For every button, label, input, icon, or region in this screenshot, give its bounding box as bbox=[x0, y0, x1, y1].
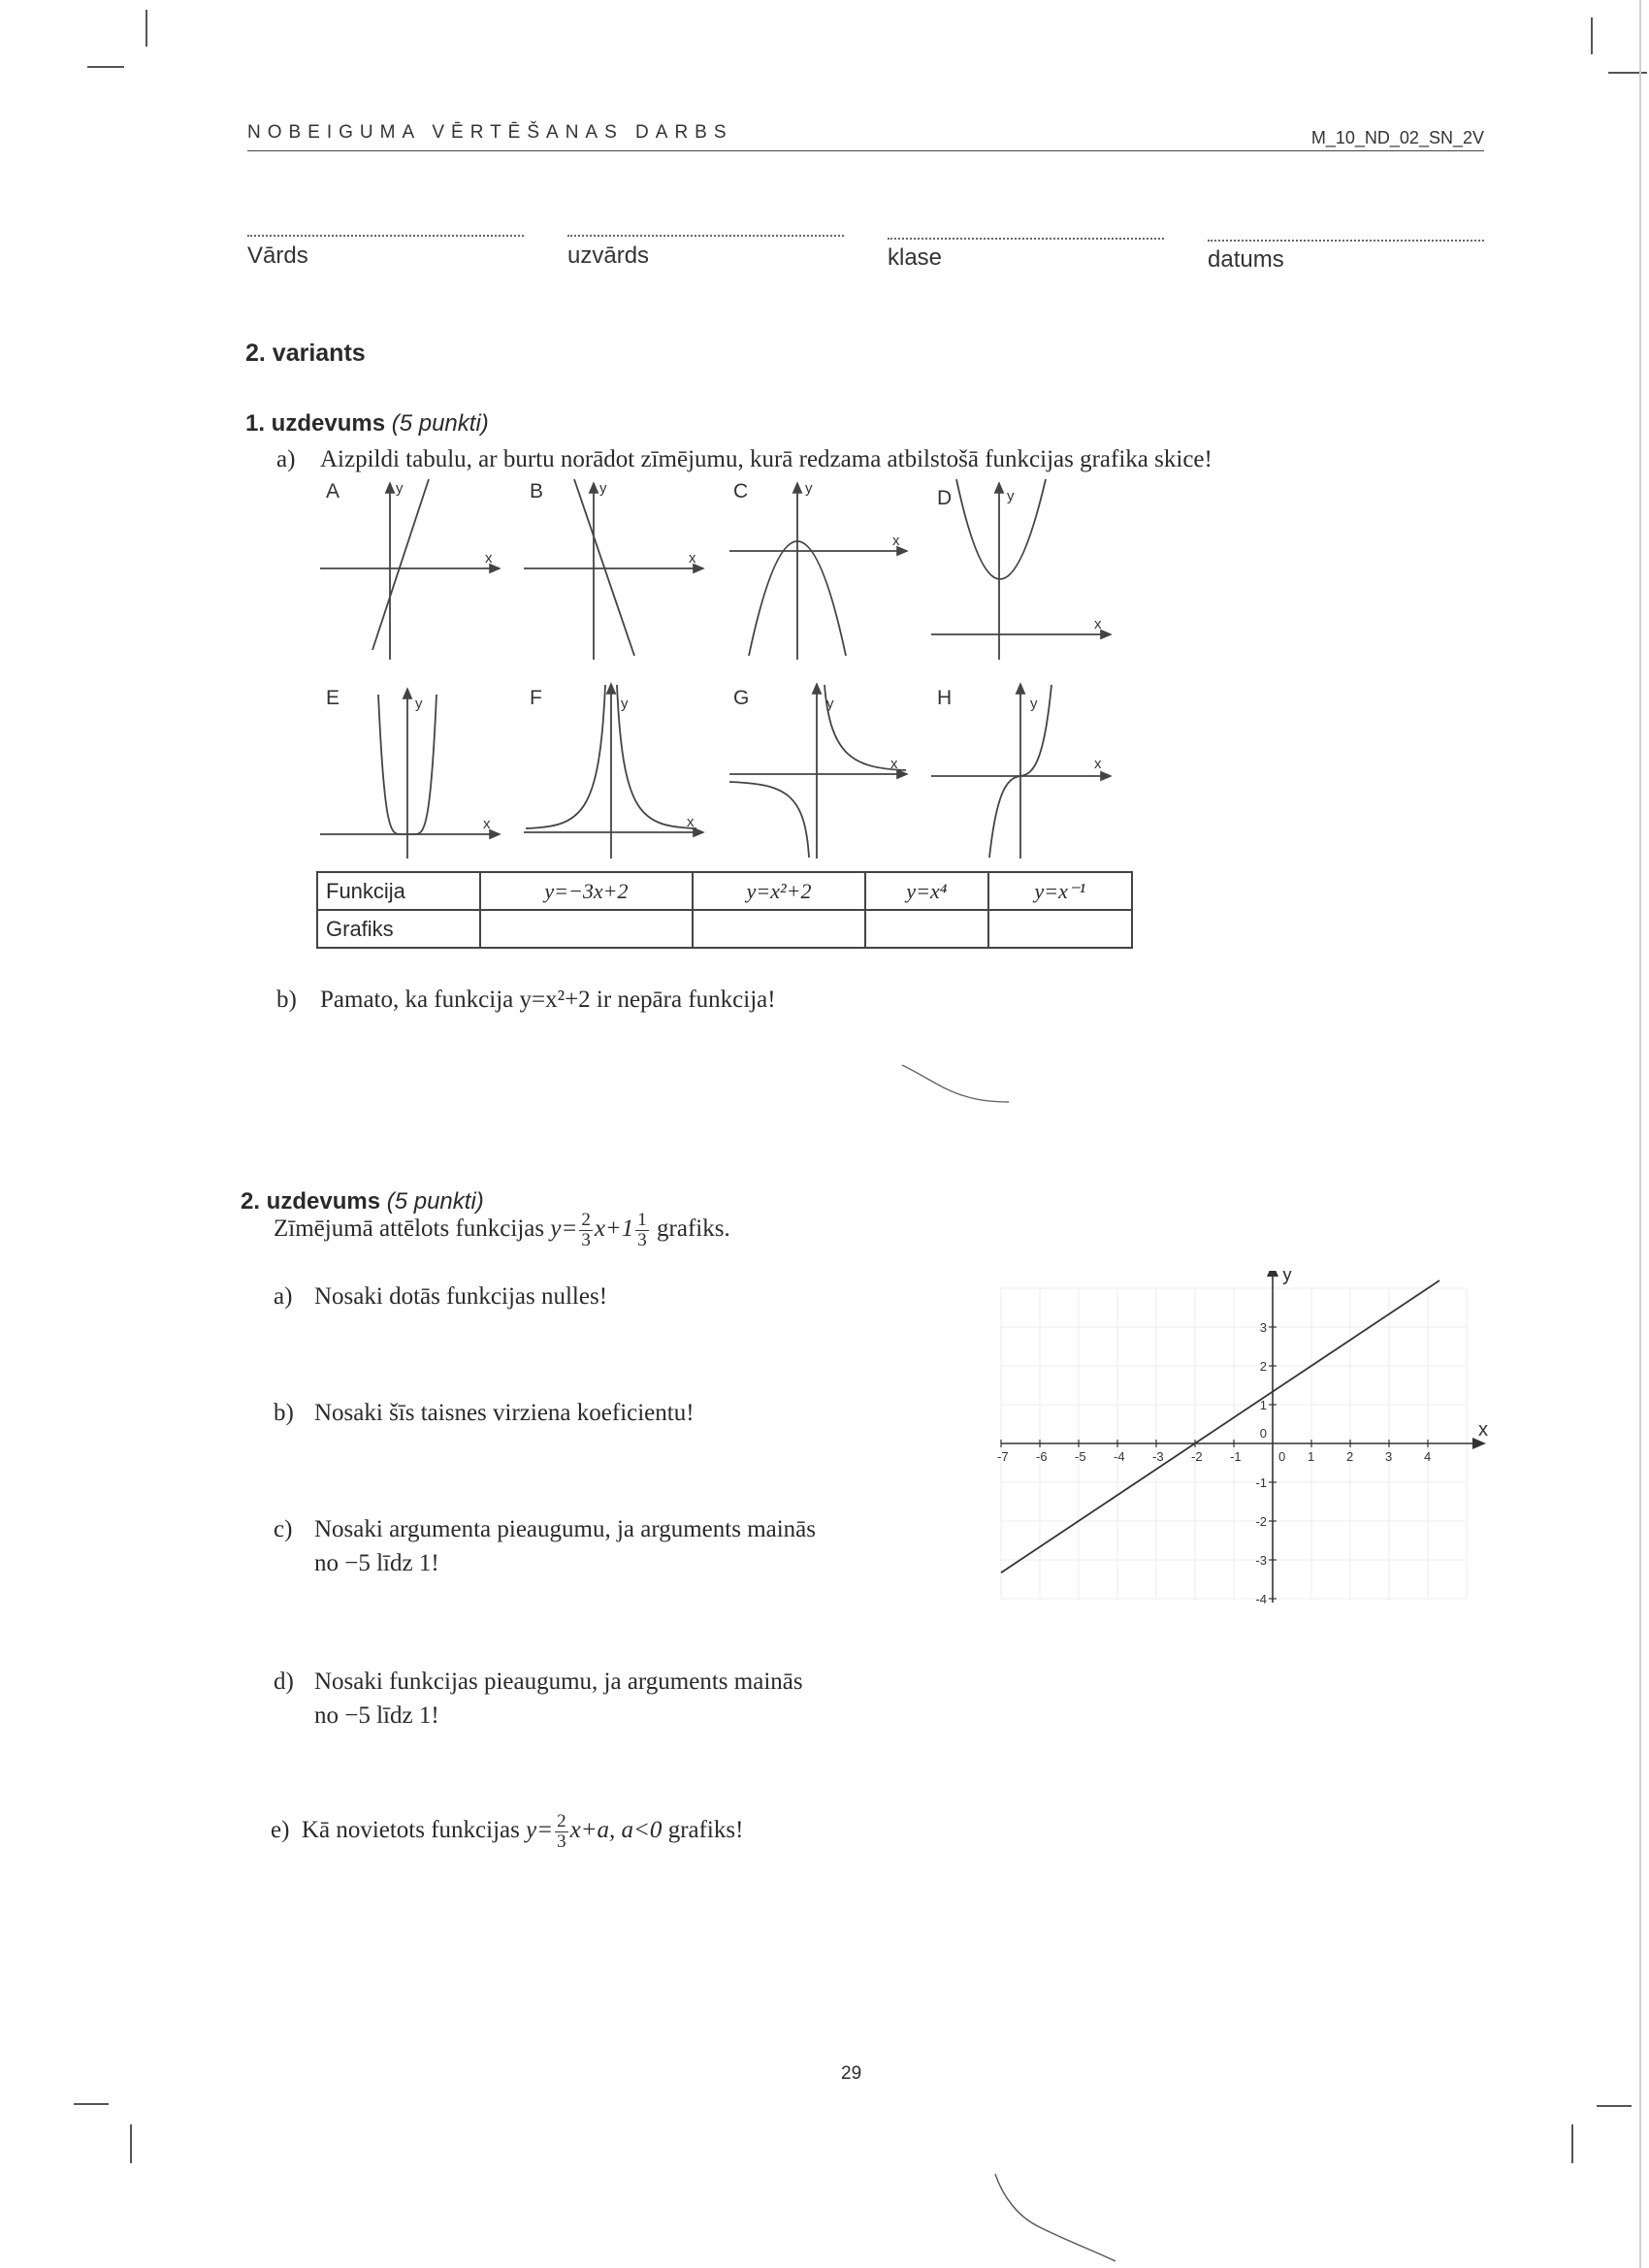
task2-d-text: Nosaki funkcijas pieaugumu, ja arguments mainās bbox=[314, 1669, 803, 1695]
y-tick-label: -1 bbox=[1255, 1475, 1267, 1490]
function-sketches bbox=[291, 466, 1261, 873]
table-row-graphs bbox=[317, 910, 1132, 948]
x-tick-label: -3 bbox=[1152, 1449, 1164, 1464]
task2-c-marker: c) bbox=[274, 1516, 293, 1542]
pen-mark bbox=[989, 2168, 1125, 2265]
sketch-d-axis-y: y bbox=[1007, 488, 1015, 504]
answer-cell[interactable] bbox=[988, 910, 1132, 948]
header-code: M_10_ND_02_SN_2V bbox=[1310, 128, 1484, 147]
task2-b-marker: b) bbox=[274, 1400, 294, 1426]
task2-points: (5 punkti) bbox=[386, 1188, 484, 1215]
task1-b-marker: b) bbox=[276, 987, 297, 1013]
crop-mark bbox=[1591, 17, 1593, 54]
sketch-h-axis-y: y bbox=[1030, 696, 1038, 712]
task1-points: (5 punkti) bbox=[391, 410, 489, 437]
sketch-d-upward-parabola bbox=[931, 479, 1111, 660]
task2-formula-left: y= bbox=[550, 1215, 578, 1243]
crop-mark bbox=[1597, 2105, 1632, 2107]
sketch-f-axis-x: x bbox=[687, 814, 695, 830]
page-edge bbox=[1639, 0, 1641, 2268]
x-tick-label: -1 bbox=[1230, 1449, 1242, 1464]
task2-e bbox=[271, 1812, 743, 1852]
x-tick-label: -2 bbox=[1191, 1449, 1203, 1464]
fraction-numerator: 2 bbox=[581, 1210, 591, 1230]
name-label: Vārds bbox=[247, 243, 308, 269]
task1-heading bbox=[245, 410, 489, 437]
fraction-denominator: 3 bbox=[557, 1831, 566, 1852]
task2-d-text-line2: no −5 līdz 1! bbox=[314, 1702, 439, 1729]
row-label-function: Funkcija bbox=[317, 872, 480, 910]
task2-a-text: Nosaki dotās funkcijas nulles! bbox=[314, 1283, 608, 1310]
sketch-g-hyperbola bbox=[729, 684, 907, 859]
answer-cell[interactable] bbox=[480, 910, 693, 948]
crop-mark bbox=[1571, 2124, 1573, 2163]
x-tick-label: -5 bbox=[1075, 1449, 1086, 1464]
task2-a-marker: a) bbox=[274, 1283, 293, 1310]
task2-d-marker: d) bbox=[274, 1669, 294, 1695]
fraction-numerator: 2 bbox=[557, 1811, 566, 1831]
graph-label-e: E bbox=[326, 687, 340, 709]
sketch-a-linear-increasing bbox=[320, 479, 500, 660]
fraction-one-third bbox=[635, 1211, 649, 1250]
sketch-d-axis-x: x bbox=[1094, 616, 1102, 632]
task2-formula-mid: x+1 bbox=[594, 1215, 634, 1243]
y-axis-label: y bbox=[1282, 1271, 1292, 1285]
x-tick-label: 3 bbox=[1385, 1449, 1393, 1464]
y-tick-label: -2 bbox=[1255, 1514, 1267, 1529]
x-tick-label: -4 bbox=[1114, 1449, 1125, 1464]
function-line bbox=[1001, 1280, 1439, 1572]
sketch-c-downward-parabola bbox=[729, 483, 907, 660]
x-tick-label: 2 bbox=[1346, 1449, 1354, 1464]
task2-intro bbox=[274, 1211, 730, 1250]
sketch-a-axis-y: y bbox=[396, 480, 404, 497]
row-label-graph: Grafiks bbox=[317, 910, 480, 948]
y-tick-label: 3 bbox=[1259, 1320, 1267, 1335]
answer-cell[interactable] bbox=[693, 910, 865, 948]
function-cell: y=x²+2 bbox=[693, 872, 865, 910]
sketch-h-axis-x: x bbox=[1094, 756, 1102, 772]
function-cell: y=−3x+2 bbox=[480, 872, 693, 910]
crop-mark bbox=[146, 10, 147, 47]
date-label: datums bbox=[1208, 246, 1284, 273]
surname-label: uzvārds bbox=[567, 243, 650, 269]
answer-cell[interactable] bbox=[865, 910, 987, 948]
task1-a-marker: a) bbox=[276, 446, 296, 472]
x-tick-label: -6 bbox=[1036, 1449, 1048, 1464]
graph-label-g: G bbox=[733, 687, 750, 709]
task2-c-text-line2: no −5 līdz 1! bbox=[314, 1550, 439, 1576]
sketch-b-linear-decreasing bbox=[524, 479, 703, 660]
y-tick-label: 1 bbox=[1259, 1398, 1267, 1412]
sketch-h-cubic bbox=[931, 684, 1111, 859]
y-tick-label: 2 bbox=[1259, 1359, 1267, 1374]
y-tick-label: -4 bbox=[1255, 1592, 1267, 1606]
sketch-a-axis-x: x bbox=[485, 550, 493, 567]
graph-label-b: B bbox=[530, 480, 544, 502]
variant-heading: 2. variants bbox=[245, 340, 366, 367]
line-graph-chart bbox=[980, 1271, 1523, 1620]
crop-mark bbox=[130, 2124, 132, 2163]
sketch-f-axis-y: y bbox=[621, 696, 629, 712]
sketch-b-axis-y: y bbox=[599, 480, 607, 497]
crop-mark bbox=[74, 2103, 109, 2105]
date-field-line[interactable] bbox=[1208, 240, 1484, 242]
x-tick-label: 1 bbox=[1308, 1449, 1315, 1464]
task1-b-text: Pamato, ka funkcija y=x²+2 ir nepāra funkcija! bbox=[320, 987, 776, 1013]
task2-e-formula-right: x+a, a<0 bbox=[569, 1817, 663, 1844]
task2-e-marker: e) bbox=[271, 1817, 290, 1844]
task2-e-formula-left: y= bbox=[526, 1817, 554, 1844]
task2-intro-suffix: grafiks. bbox=[657, 1215, 730, 1243]
table-row-functions bbox=[317, 872, 1132, 910]
x-tick-label: 4 bbox=[1424, 1449, 1432, 1464]
name-field-line[interactable] bbox=[247, 235, 524, 237]
fraction-numerator: 1 bbox=[637, 1210, 647, 1230]
sketch-c-axis-y: y bbox=[805, 480, 813, 497]
graph-label-d: D bbox=[937, 487, 953, 509]
x-tick-label: 0 bbox=[1278, 1449, 1286, 1464]
y-tick-label: -3 bbox=[1255, 1553, 1267, 1568]
task2-c-text: Nosaki argumenta pieaugumu, ja arguments mainās bbox=[314, 1516, 817, 1542]
surname-field-line[interactable] bbox=[567, 235, 844, 237]
sketch-b-axis-x: x bbox=[689, 550, 696, 567]
task2-e-suffix: grafiks! bbox=[667, 1817, 744, 1844]
task2-number: 2. uzdevums bbox=[241, 1188, 381, 1215]
sketch-e-axis-x: x bbox=[483, 816, 491, 832]
sketch-g-axis-x: x bbox=[890, 756, 898, 772]
task2-intro-prefix: Zīmējumā attēlots funkcijas bbox=[274, 1215, 545, 1243]
sketch-e-quartic bbox=[320, 689, 500, 859]
task1-number: 1. uzdevums bbox=[245, 410, 386, 437]
y-axis-arrow bbox=[1267, 1271, 1278, 1277]
graph-label-h: H bbox=[937, 687, 953, 709]
function-cell: y=x⁴ bbox=[865, 872, 987, 910]
page-number: 29 bbox=[841, 2063, 862, 2084]
fraction-denominator: 3 bbox=[637, 1230, 647, 1250]
task2-e-prefix: Kā novietots funkcijas bbox=[301, 1817, 520, 1844]
graph-label-a: A bbox=[326, 480, 340, 502]
fraction-two-thirds bbox=[579, 1211, 593, 1250]
function-cell: y=x⁻¹ bbox=[988, 872, 1132, 910]
graph-label-f: F bbox=[530, 687, 542, 709]
sketch-c-axis-x: x bbox=[892, 533, 900, 549]
x-tick-label: -7 bbox=[997, 1449, 1009, 1464]
pen-mark bbox=[897, 1057, 1014, 1106]
task1-a-text: Aizpildi tabulu, ar burtu norādot zīmējumu, kurā redzama atbilstošā funkcijas grafika skice! bbox=[320, 446, 1212, 472]
sketch-g-axis-y: y bbox=[826, 696, 834, 712]
crop-mark bbox=[87, 66, 124, 68]
task2-b-text: Nosaki šīs taisnes virziena koeficientu! bbox=[314, 1400, 695, 1426]
x-axis-label: x bbox=[1478, 1419, 1488, 1441]
header-rule bbox=[247, 150, 1484, 151]
header-title: NOBEIGUMA VĒRTĒŠANAS DARBS bbox=[247, 122, 733, 143]
y-tick-label: 0 bbox=[1259, 1426, 1267, 1441]
sketch-f-even-hyperbola bbox=[524, 684, 703, 859]
graph-label-c: C bbox=[733, 480, 749, 502]
sketch-e-axis-y: y bbox=[415, 696, 423, 712]
crop-mark bbox=[1608, 72, 1647, 74]
fraction-denominator: 3 bbox=[581, 1230, 591, 1250]
class-label: klase bbox=[888, 244, 943, 271]
function-table bbox=[316, 871, 1133, 949]
class-field-line[interactable] bbox=[888, 238, 1164, 240]
fraction-two-thirds bbox=[555, 1812, 568, 1852]
